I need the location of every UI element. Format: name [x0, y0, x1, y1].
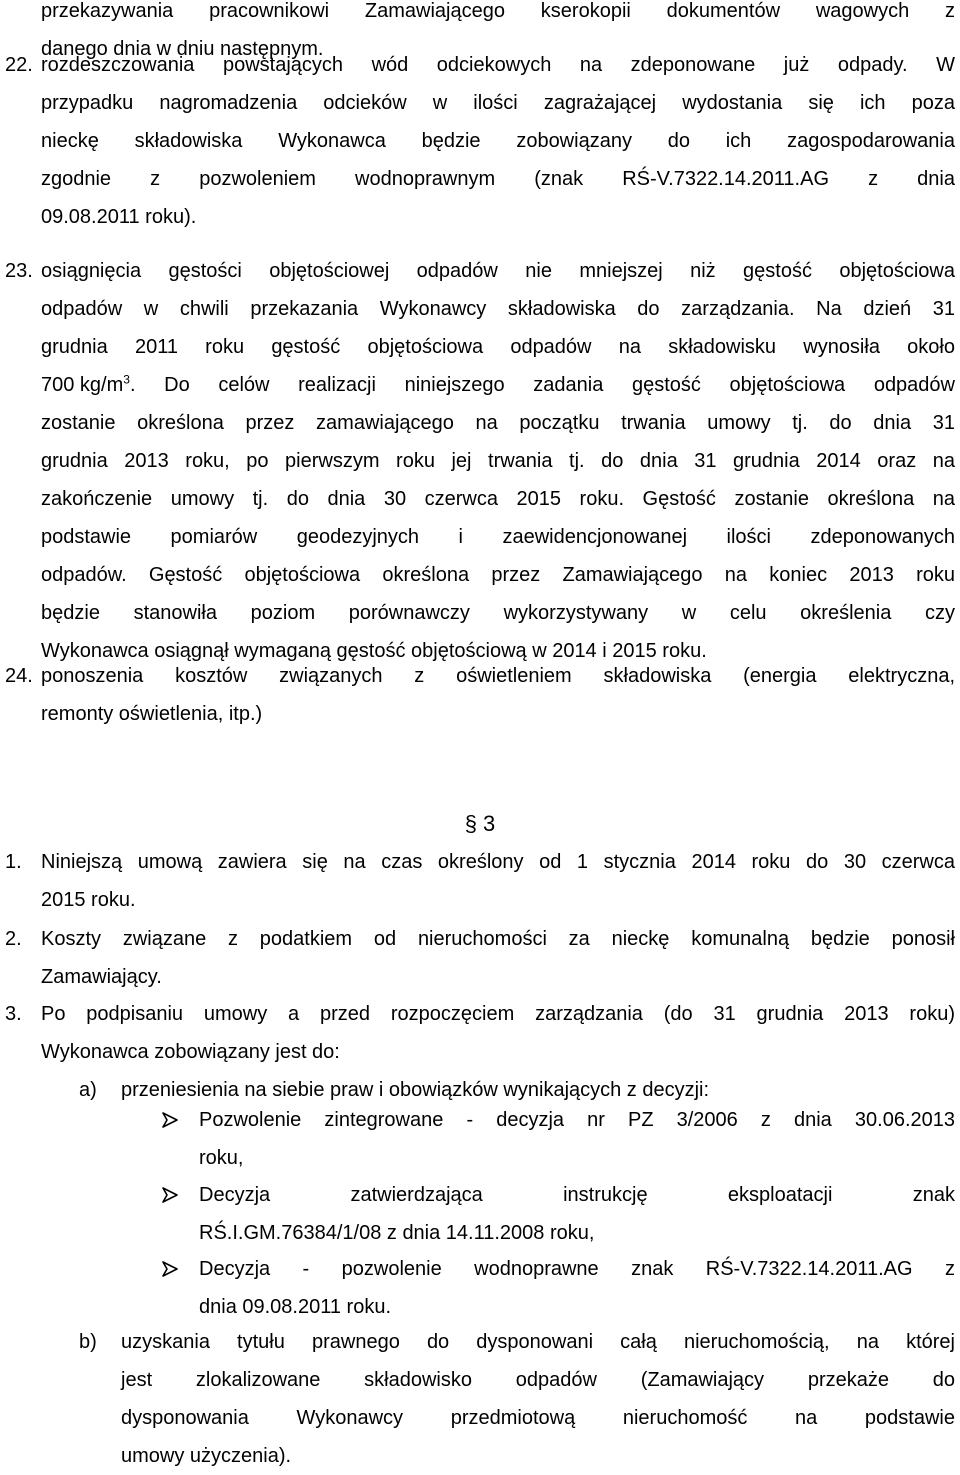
- text-line: Decyzja - pozwolenie wodnoprawne znak RŚ-V.7322.14.2011.AG z: [199, 1258, 955, 1280]
- text-line-with-superscript: [41, 366, 955, 404]
- sub-item-letter: a): [79, 1079, 97, 1101]
- list-number: 1.: [5, 851, 22, 873]
- text-line: dysponowania Wykonawcy przedmiotową nieruchomość na podstawie: [121, 1407, 955, 1429]
- text-line: remonty oświetlenia, itp.): [41, 703, 263, 725]
- text-line: Pozwolenie zintegrowane - decyzja nr PZ 3/2006 z dnia 30.06.2013: [199, 1109, 955, 1131]
- text-line: 09.08.2011 roku).: [41, 206, 197, 228]
- list-item: [41, 252, 955, 670]
- text-line: podstawie pomiarów geodezyjnych i zaewidencjonowanej ilości zdeponowanych: [41, 526, 955, 548]
- text-line: rozdeszczowania powstających wód odciekowych na zdeponowane już odpady. W: [41, 54, 955, 76]
- text-line: przeniesienia na siebie praw i obowiązków wynikających z decyzji:: [121, 1079, 710, 1101]
- text-line: będzie stanowiła poziom porównawczy wykorzystywany w celu określenia czy: [41, 602, 955, 624]
- sub-item: [121, 1323, 955, 1475]
- sub-item-letter: b): [79, 1331, 97, 1353]
- text-line: osiągnięcia gęstości objętościowej odpadów nie mniejszej niż gęstość objętościowa: [41, 260, 955, 282]
- decision-item: [199, 1101, 955, 1177]
- unit-text: 700 kg/m: [41, 374, 124, 396]
- decision-item: [199, 1250, 955, 1326]
- superscript: 3: [123, 372, 130, 387]
- text-line: roku,: [199, 1147, 244, 1169]
- text-line: uzyskania tytułu prawnego do dysponowani całą nieruchomością, na której: [121, 1331, 955, 1353]
- list-item: [41, 657, 955, 733]
- decision-item: [199, 1176, 955, 1252]
- arrow-bullet-icon: [160, 1185, 180, 1211]
- list-number: 2.: [5, 928, 22, 950]
- section-heading: § 3: [464, 811, 496, 836]
- text-line: grudnia 2013 roku, po pierwszym roku jej trwania tj. do dnia 31 grudnia 2014 oraz na: [41, 450, 955, 472]
- text-line: jest zlokalizowane składowisko odpadów (Zamawiający przekaże do: [121, 1369, 955, 1391]
- text-line: Zamawiający.: [41, 966, 162, 988]
- text-line: zakończenie umowy tj. do dnia 30 czerwca 2015 roku. Gęstość zostanie określona na: [41, 488, 955, 510]
- text-line: przekazywania pracownikowi Zamawiającego kserokopii dokumentów wagowych z: [41, 0, 955, 22]
- list-item: [41, 995, 955, 1071]
- text-line: 2015 roku.: [41, 889, 136, 911]
- text-line: Koszty związane z podatkiem od nieruchomości za nieckę komunalną będzie ponosił: [41, 928, 955, 950]
- text-line: zgodnie z pozwoleniem wodnoprawnym (znak RŚ-V.7322.14.2011.AG z dnia: [41, 168, 955, 190]
- text-line: dnia 09.08.2011 roku.: [199, 1296, 392, 1318]
- text-line: Wykonawca zobowiązany jest do:: [41, 1041, 340, 1063]
- list-number: 22.: [5, 54, 33, 76]
- text-line: odpadów. Gęstość objętościowa określona przez Zamawiającego na koniec 2013 roku: [41, 564, 955, 586]
- list-number: 3.: [5, 1003, 22, 1025]
- arrow-bullet-icon: [160, 1259, 180, 1285]
- text-line: Decyzja zatwierdzająca instrukcję eksploatacji znak: [199, 1184, 955, 1206]
- text-line: grudnia 2011 roku gęstość objętościowa odpadów na składowisku wynosiła około: [41, 336, 955, 358]
- text-line: ponoszenia kosztów związanych z oświetleniem składowiska (energia elektryczna,: [41, 665, 955, 687]
- text-line: danego dnia w dniu następnym.: [41, 38, 324, 60]
- list-item: [41, 46, 955, 236]
- text-line: odpadów w chwili przekazania Wykonawcy składowiska do zarządzania. Na dzień 31: [41, 298, 955, 320]
- arrow-bullet-icon: [160, 1110, 180, 1136]
- text-line: zostanie określona przez zamawiającego na początku trwania umowy tj. do dnia 31: [41, 412, 955, 434]
- list-number: 23.: [5, 260, 33, 282]
- list-number: 24.: [5, 665, 33, 687]
- text-line: nieckę składowiska Wykonawca będzie zobowiązany do ich zagospodarowania: [41, 130, 955, 152]
- text-line: Wykonawca osiągnął wymaganą gęstość objętościową w 2014 i 2015 roku.: [41, 640, 707, 662]
- list-item: [41, 843, 955, 919]
- text-continuation: . Do celów realizacji niniejszego zadania gęstość objętościowa odpadów: [129, 374, 955, 396]
- text-line: umowy użyczenia).: [121, 1445, 292, 1467]
- text-line: Po podpisaniu umowy a przed rozpoczęciem zarządzania (do 31 grudnia 2013 roku): [41, 1003, 955, 1025]
- list-item: [41, 920, 955, 996]
- text-line: przypadku nagromadzenia odcieków w ilości zagrażającej wydostania się ich poza: [41, 92, 955, 114]
- text-line: Niniejszą umową zawiera się na czas określony od 1 stycznia 2014 roku do 30 czerwca: [41, 851, 955, 873]
- text-line: RŚ.I.GM.76384/1/08 z dnia 14.11.2008 roku,: [199, 1222, 595, 1244]
